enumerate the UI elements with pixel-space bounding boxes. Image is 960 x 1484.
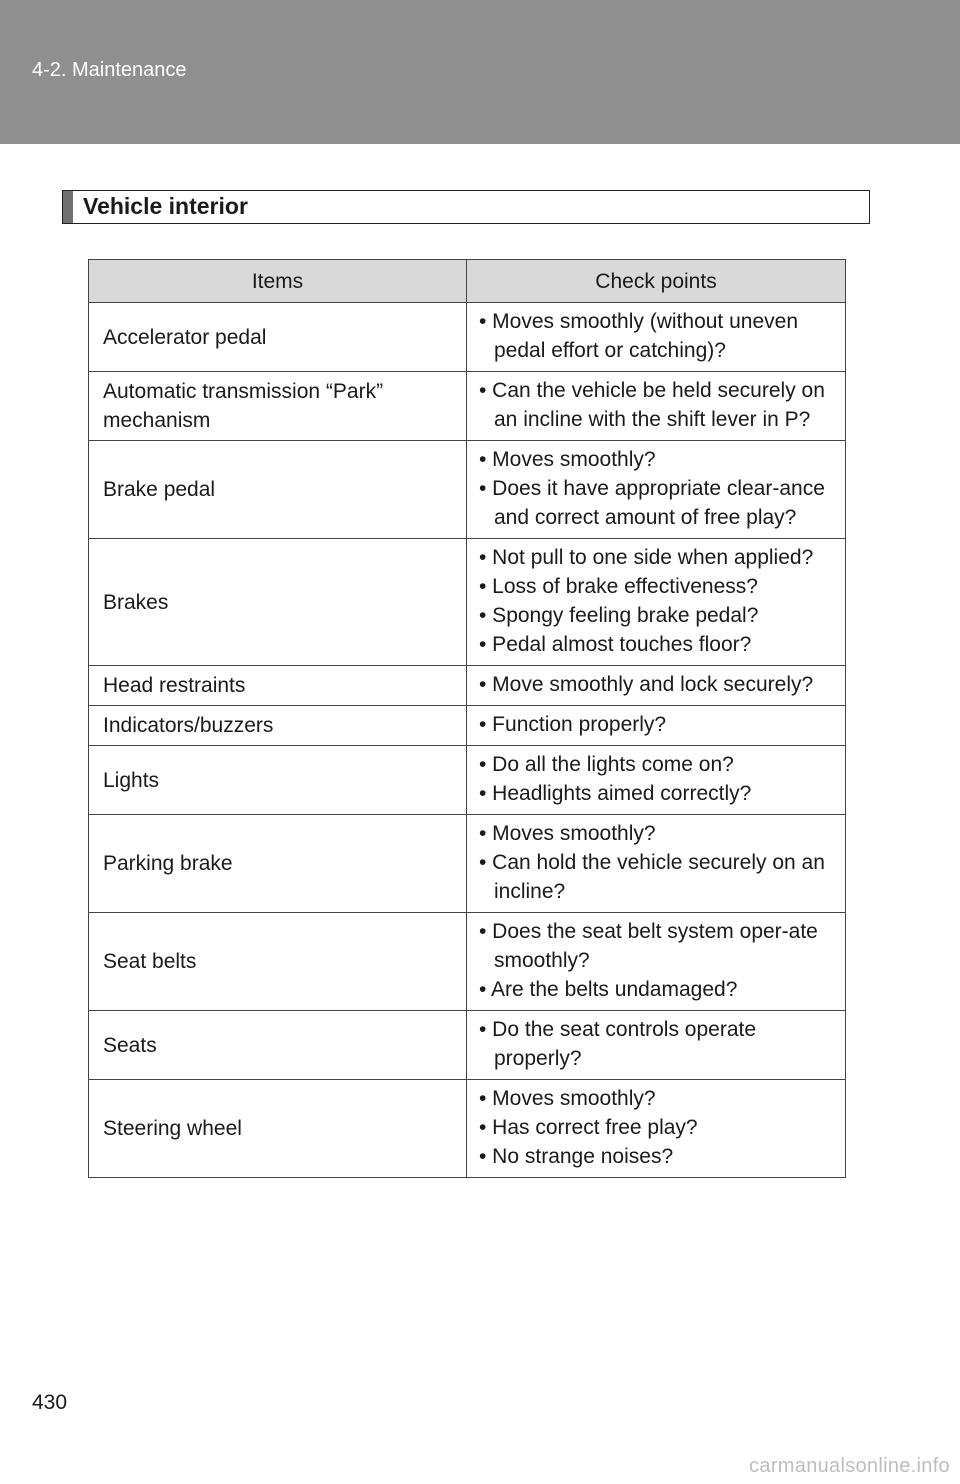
table-row: [89, 539, 846, 666]
subheading-box: [62, 190, 870, 224]
subheading-accent-bar: [63, 191, 73, 223]
item-label: Brakes: [103, 590, 169, 614]
item-cell: [89, 372, 467, 441]
check-point: • Moves smoothly (without uneven pedal effort or catching)?: [479, 310, 798, 362]
item-label: mechanism: [103, 409, 211, 432]
item-cell: [89, 1080, 467, 1178]
item-cell: [89, 1011, 467, 1080]
table-row: [89, 372, 846, 441]
check-points-cell: [467, 815, 846, 913]
item-label: Lights: [103, 768, 160, 792]
item-cell: [89, 666, 467, 706]
check-point: • Moves smoothly?: [479, 448, 656, 471]
check-point: • Pedal almost touches floor?: [479, 633, 752, 656]
subheading-title: Vehicle interior: [83, 193, 248, 219]
item-label: Indicators/buzzers: [103, 714, 274, 737]
check-points-cell: [467, 1080, 846, 1178]
item-label: Parking brake: [103, 852, 233, 875]
item-label: Automatic transmission “Park”: [103, 380, 384, 403]
check-point: • Does the seat belt system oper-ate smoothly?: [479, 920, 818, 972]
item-cell: [89, 539, 467, 666]
table-row: [89, 1080, 846, 1178]
check-point: • Moves smoothly?: [479, 1087, 656, 1110]
item-cell: [89, 441, 467, 539]
check-point: • Does it have appropriate clear-ance and correct amount of free play?: [479, 477, 825, 529]
item-label: Steering wheel: [103, 1117, 242, 1140]
table-row: [89, 666, 846, 706]
check-point: • Function properly?: [479, 713, 667, 736]
table-row: [89, 441, 846, 539]
check-points-cell: [467, 372, 846, 441]
check-point: • Moves smoothly?: [479, 822, 656, 845]
check-point: • Headlights aimed correctly?: [479, 782, 752, 805]
column-header-check-points: Check points: [467, 260, 846, 303]
table-row: [89, 815, 846, 913]
item-cell: [89, 913, 467, 1011]
table-row: [89, 706, 846, 746]
check-points-cell: [467, 706, 846, 746]
check-point: • Spongy feeling brake pedal?: [479, 604, 759, 627]
item-cell: [89, 303, 467, 372]
check-points-cell: [467, 539, 846, 666]
check-points-cell: [467, 666, 846, 706]
item-cell: [89, 706, 467, 746]
check-point: • Do the seat controls operate properly?: [479, 1018, 757, 1070]
check-point: • Has correct free play?: [479, 1116, 698, 1139]
column-header-items: Items: [89, 260, 467, 303]
check-points-cell: [467, 441, 846, 539]
check-point: • No strange noises?: [479, 1145, 674, 1168]
check-points-cell: [467, 1011, 846, 1080]
check-point: • Loss of brake effectiveness?: [479, 575, 758, 598]
check-point: • Do all the lights come on?: [479, 753, 734, 776]
item-label: Accelerator pedal: [103, 325, 267, 349]
section-label: 4-2. Maintenance: [32, 59, 187, 81]
check-point: • Move smoothly and lock securely?: [479, 673, 814, 696]
check-point: • Are the belts undamaged?: [479, 978, 738, 1001]
watermark: carmanualsonline.info: [749, 1455, 950, 1477]
table-row: [89, 1011, 846, 1080]
check-point: • Not pull to one side when applied?: [479, 546, 814, 569]
item-label: Seat belts: [103, 950, 197, 973]
page-header-band: [0, 0, 960, 144]
page-number: 430: [32, 1391, 68, 1414]
check-points-cell: [467, 746, 846, 815]
table-row: [89, 303, 846, 372]
check-point: • Can the vehicle be held securely on an incline with the shift lever in P?: [479, 379, 825, 431]
item-label: Head restraints: [103, 674, 246, 697]
inspection-table: [88, 259, 846, 1178]
table-header-row: [89, 260, 846, 303]
item-label: Seats: [103, 1033, 157, 1057]
item-cell: [89, 815, 467, 913]
table-row: [89, 746, 846, 815]
item-cell: [89, 746, 467, 815]
check-points-cell: [467, 303, 846, 372]
check-point: • Can hold the vehicle securely on an incline?: [479, 851, 825, 903]
table-row: [89, 913, 846, 1011]
check-points-cell: [467, 913, 846, 1011]
item-label: Brake pedal: [103, 478, 216, 501]
